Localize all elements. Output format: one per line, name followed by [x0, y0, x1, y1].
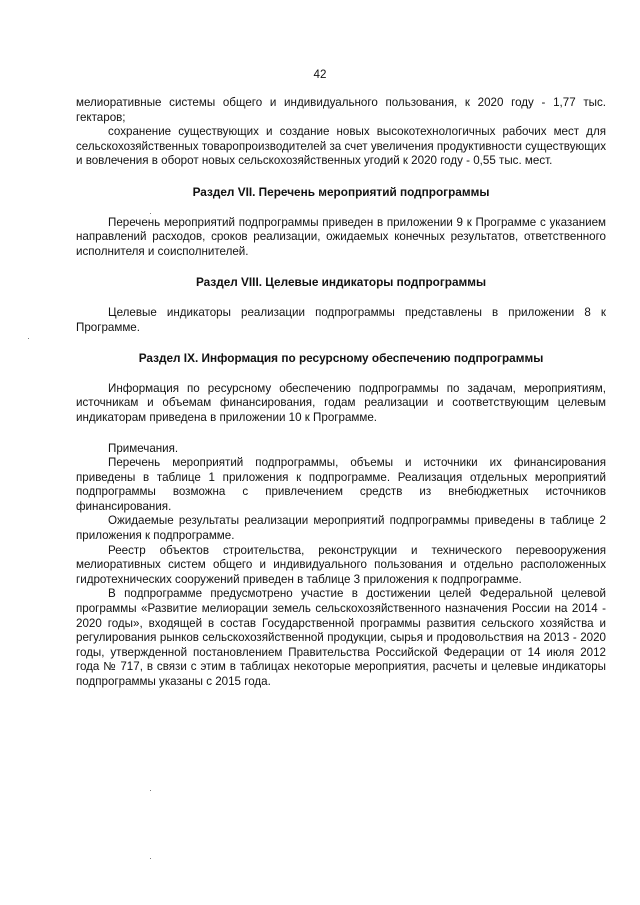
- note-item: Перечень мероприятий подпрограммы, объемы и источники их финансирования приведены в таблице 1 приложения к подпрограмме. Реализация отдельных мероприятий подпрограммы возможна с привлечением средств из внебюджетных источников финансирования.: [76, 456, 606, 513]
- section-9-title: Раздел IX. Информация по ресурсному обеспечению подпрограммы: [138, 351, 544, 366]
- section-7-text: Перечень мероприятий подпрограммы приведен в приложении 9 к Программе с указанием направлений расходов, сроков реализации, ожидаемых конечных результатов, ответственного исполнителя и соисполнителей.: [76, 215, 606, 258]
- note-item: В подпрограмме предусмотрено участие в достижении целей Федеральной целевой программы «Развитие мелиорации земель сельскохозяйственного назначения России на 2014 - 2020 годы», входящей в состав Государственной программы развития сельского хозяйства и регулирования рынков сельскохозяйственной продукции, сырья и продовольствия на 2013 - 2020 годы, утвержденной постановлением Правительства Российской Федерации от 14 июля 2012 года № 717, в связи с этим в таблицах некоторые мероприятия, расчеты и целевые индикаторы подпрограммы указаны с 2015 года.: [76, 587, 606, 688]
- intro-paragraph-2: сохранение существующих и создание новых высокотехнологичных рабочих мест для сельскохозяйственных товаропроизводителей за счет увеличения продуктивности существующих и вовлечения в оборот новых сельскохозяйственных угодий к 2020 году - 0,55 тыс. мест.: [76, 125, 606, 168]
- page-number: 42: [313, 68, 327, 81]
- note-item: Реестр объектов строительства, реконструкции и технического перевооружения мелиоративных систем общего и индивидуального пользования и отдельно расположенных гидротехнических сооружений приведен в таблице 3 приложения к подпрограмме.: [76, 543, 606, 586]
- scan-speck: [150, 858, 151, 859]
- note-item: Ожидаемые результаты реализации мероприятий подпрограммы приведены в таблице 2 приложения к подпрограмме.: [76, 514, 606, 543]
- scan-speck: [150, 790, 151, 791]
- document-body: [76, 96, 606, 690]
- section-9-text: Информация по ресурсному обеспечению подпрограммы по задачам, мероприятиям, источникам и объемам финансирования, годам реализации и соответствующим целевым индикаторам приведена в приложении 10 к Программе.: [76, 381, 606, 424]
- section-8-text: Целевые индикаторы реализации подпрограммы представлены в приложении 8 к Программе.: [76, 305, 606, 334]
- section-7-title: Раздел VII. Перечень мероприятий подпрограммы: [192, 184, 490, 199]
- scan-speck: [28, 338, 29, 339]
- notes-title: Примечания.: [108, 441, 179, 455]
- section-8-title: Раздел VIII. Целевые индикаторы подпрограммы: [195, 275, 487, 290]
- scan-speck: [150, 213, 151, 214]
- intro-paragraph-1: мелиоративные системы общего и индивидуального пользования, к 2020 году - 1,77 тыс. гектаров;: [76, 96, 606, 124]
